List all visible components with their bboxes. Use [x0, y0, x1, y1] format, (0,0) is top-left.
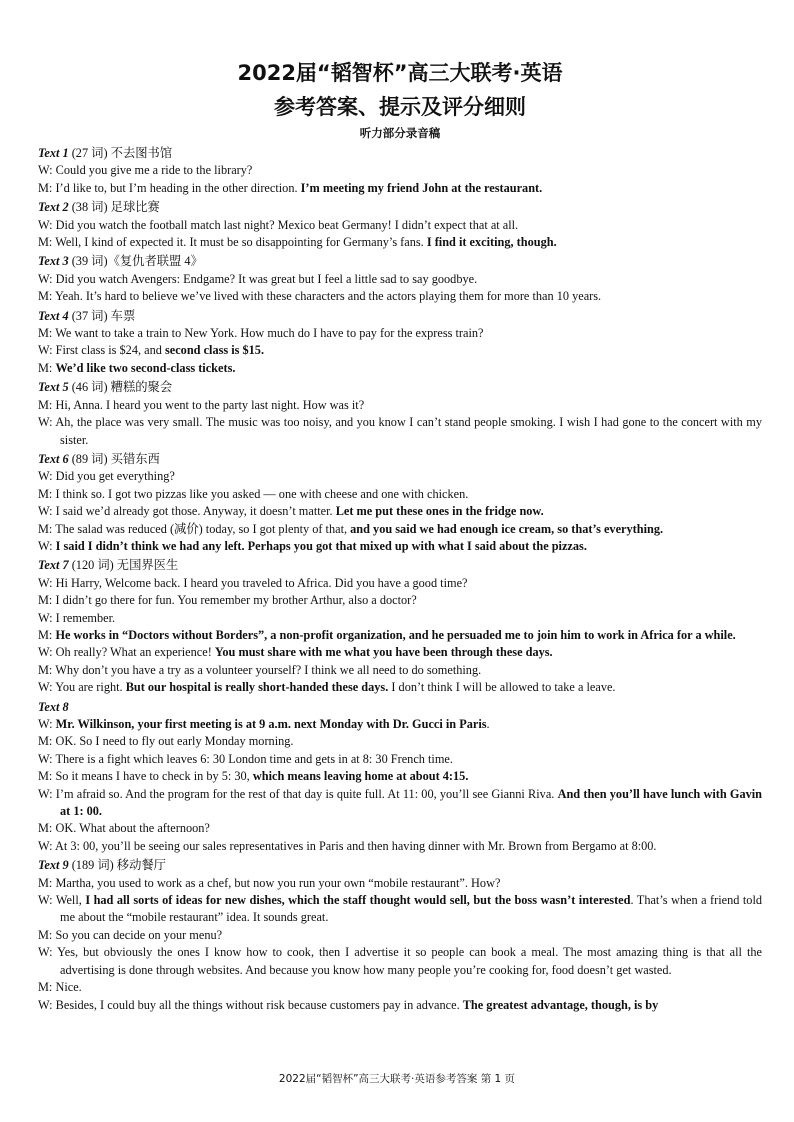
dialogue-line: [38, 644, 762, 661]
dialogue-text: I’m afraid so. And the program for the rest of that day is quite full. At 11: 00, you’ll see Gianni Riva.: [55, 786, 558, 801]
speaker-label: W:: [38, 271, 53, 286]
speaker-label: M:: [38, 521, 53, 536]
text-topic: (37 词) 车票: [68, 308, 136, 323]
dialogue-line: [38, 751, 762, 768]
dialogue-line: [38, 786, 762, 821]
speaker-label: M:: [38, 875, 53, 890]
speaker-label: M:: [38, 397, 53, 412]
dialogue-text: Besides, I could buy all the things without risk because customers pay in advance.: [55, 997, 463, 1012]
dialogue-line: [38, 944, 762, 979]
answer-highlight: I’m meeting my friend John at the restaurant.: [300, 180, 543, 195]
dialogue-line: [38, 768, 762, 785]
text-number: Text 5: [38, 380, 69, 395]
dialogue-line: [38, 575, 762, 592]
text-heading: [38, 857, 762, 874]
dialogue-text: We want to take a train to New York. How much do I have to pay for the express train?: [55, 326, 484, 341]
speaker-label: W:: [38, 786, 53, 801]
dialogue-text: Did you watch the football match last night? Mexico beat Germany! I didn’t expect that at all.: [55, 217, 519, 232]
dialogue-line: [38, 979, 762, 996]
dialogue-text: I remember.: [55, 610, 116, 625]
answer-highlight: I had all sorts of ideas for new dishes, which the staff thought would sell, but the boss wasn’t interested: [85, 893, 631, 908]
speaker-label: M:: [38, 235, 53, 250]
answer-highlight: Let me put these ones in the fridge now.: [335, 504, 544, 519]
answer-highlight: I said I didn’t think we had any left. Perhaps you got that mixed up with what I said about the pizzas.: [55, 538, 587, 553]
page-footer: 2022届“韬智杯”高三大联考·英语参考答案 第 1 页: [278, 1073, 516, 1085]
speaker-label: M:: [38, 769, 53, 784]
text-number: Text 7: [38, 558, 69, 573]
dialogue-line: [38, 927, 762, 944]
answer-highlight: I find it exciting, though.: [426, 235, 557, 250]
text-topic: (39 词)《复仇者联盟 4》: [68, 254, 203, 269]
answer-highlight: You must share with me what you have been through these days.: [214, 645, 553, 660]
dialogue-line: [38, 288, 762, 305]
dialogue-text: Well, I kind of expected it. It must be so disappointing for Germany’s fans.: [55, 235, 427, 250]
dialogue-text: I think so. I got two pizzas like you asked — one with cheese and one with chicken.: [55, 486, 469, 501]
speaker-label: W:: [38, 217, 53, 232]
speaker-label: W:: [38, 645, 53, 660]
speaker-label: M:: [38, 593, 53, 608]
dialogue-line: [38, 997, 762, 1014]
speaker-label: M:: [38, 360, 53, 375]
answer-highlight: And then you’ll have lunch with Gavin at 1: 00.: [60, 786, 763, 819]
text-heading: [38, 253, 762, 270]
text-heading: [38, 557, 762, 574]
speaker-label: W:: [38, 610, 53, 625]
dialogue-text: Well,: [55, 893, 86, 908]
dialogue-line: [38, 610, 762, 627]
text-heading: [38, 451, 762, 468]
speaker-label: W:: [38, 504, 53, 519]
speaker-label: W:: [38, 469, 53, 484]
text-heading: [38, 199, 762, 216]
dialogue-line: [38, 414, 762, 449]
text-number: Text 8: [38, 699, 69, 714]
dialogue-text: Could you give me a ride to the library?: [55, 163, 253, 178]
dialogue-line: [38, 538, 762, 555]
dialogue-line: [38, 592, 762, 609]
dialogue-line: [38, 360, 762, 377]
speaker-label: W:: [38, 893, 53, 908]
text-number: Text 3: [38, 254, 69, 269]
speaker-label: M:: [38, 326, 53, 341]
dialogue-text: There is a fight which leaves 6: 30 London time and gets in at 8: 30 French time.: [55, 751, 453, 766]
speaker-label: M:: [38, 927, 53, 942]
document-subtitle-answers: 参考答案、提示及评分细则: [274, 95, 526, 119]
dialogue-line: [38, 521, 762, 538]
dialogue-line: [38, 892, 762, 927]
dialogue-text: . That’s when a friend told me about the “mobile restaurant” idea. It sounds great.: [60, 893, 763, 925]
dialogue-line: [38, 679, 762, 696]
text-number: Text 4: [38, 308, 69, 323]
dialogue-text: OK. So I need to fly out early Monday morning.: [55, 734, 294, 749]
speaker-label: W:: [38, 945, 53, 960]
dialogue-text: Ah, the place was very small. The music was too noisy, and you know I can’t stand people smoking. I wish I had gone to the concert with my sister.: [55, 415, 762, 447]
speaker-label: W:: [38, 343, 53, 358]
speaker-label: M:: [38, 180, 53, 195]
text-number: Text 9: [38, 858, 69, 873]
text-topic: (38 词) 足球比赛: [68, 200, 160, 215]
dialogue-text: Yeah. It’s hard to believe we’ve lived with these characters and the actors playing them for more than 10 years.: [54, 289, 602, 304]
speaker-label: W:: [38, 163, 53, 178]
dialogue-text: Hi, Anna. I heard you went to the party last night. How was it?: [55, 397, 365, 412]
dialogue-text: Martha, you used to work as a chef, but now you run your own “mobile restaurant”. How?: [55, 875, 501, 890]
dialogue-text: I don’t think I will be allowed to take a leave.: [388, 680, 616, 695]
dialogue-line: [38, 397, 762, 414]
dialogue-text: Why don’t you have a try as a volunteer yourself? I think we all need to do something.: [55, 662, 482, 677]
speaker-label: M:: [38, 662, 53, 677]
speaker-label: W:: [38, 575, 53, 590]
speaker-label: W:: [38, 997, 53, 1012]
dialogue-text: .: [486, 717, 490, 731]
dialogue-line: [38, 180, 762, 197]
dialogue-line: [38, 627, 762, 644]
dialogue-line: [38, 486, 762, 503]
speaker-label: M:: [38, 486, 53, 501]
dialogue-line: [38, 733, 762, 750]
dialogue-text: I’d like to, but I’m heading in the other direction.: [55, 180, 301, 195]
dialogue-line: [38, 875, 762, 892]
dialogue-text: Yes, but obviously the ones I know how to cook, then I advertise it so people can book a meal. The most amazing thing is that all the advertising is done through websites. And because you know how many people you’re cooking for, food doesn’t get wasted.: [57, 945, 762, 977]
speaker-label: W:: [38, 538, 53, 553]
dialogue-line: [38, 662, 762, 679]
dialogue-line: [38, 716, 762, 733]
document-title: 2022届“韬智杯”高三大联考·英语: [237, 61, 563, 85]
speaker-label: W:: [38, 838, 53, 853]
dialogue-text: First class is $24, and: [55, 343, 165, 358]
dialogue-line: [38, 820, 762, 837]
answer-highlight: But our hospital is really short-handed these days.: [125, 680, 389, 695]
dialogue-text: Oh really? What an experience!: [55, 645, 215, 660]
dialogue-text: Did you get everything?: [55, 469, 175, 484]
answer-highlight: Mr. Wilkinson, your first meeting is at 9 a.m. next Monday with Dr. Gucci in Paris: [55, 717, 487, 731]
transcript-body: [38, 145, 762, 1014]
speaker-label: M:: [38, 289, 53, 304]
dialogue-line: [38, 503, 762, 520]
text-number: Text 6: [38, 451, 69, 466]
answer-highlight: We’d like two second-class tickets.: [55, 360, 236, 375]
text-heading: [38, 699, 762, 716]
speaker-label: W:: [38, 717, 53, 731]
dialogue-text: So you can decide on your menu?: [55, 927, 223, 942]
dialogue-line: [38, 468, 762, 485]
speaker-label: M:: [38, 734, 53, 749]
text-topic: (46 词) 糟糕的聚会: [68, 380, 173, 395]
speaker-label: W:: [38, 415, 53, 430]
text-topic: (189 词) 移动餐厅: [68, 858, 166, 873]
text-number: Text 1: [38, 146, 69, 160]
text-heading: [38, 379, 762, 396]
answer-highlight: second class is $15.: [164, 343, 265, 358]
dialogue-line: [38, 271, 762, 288]
dialogue-text: I said we’d already got those. Anyway, it doesn’t matter.: [55, 504, 336, 519]
dialogue-line: [38, 342, 762, 359]
dialogue-line: [38, 217, 762, 234]
dialogue-line: [38, 234, 762, 251]
answer-highlight: The greatest advantage, though, is by: [462, 997, 659, 1012]
text-topic: (120 词) 无国界医生: [68, 558, 179, 573]
text-topic: (27 词) 不去图书馆: [68, 146, 173, 160]
dialogue-text: At 3: 00, you’ll be seeing our sales representatives in Paris and then having dinner with Mr. Brown from Bergamo at 8:00.: [54, 838, 657, 853]
answer-highlight: and you said we had enough ice cream, so that’s everything.: [350, 521, 664, 536]
answer-highlight: He works in “Doctors without Borders”, a non-profit organization, and he persuaded me to join him to work in Africa for a while.: [55, 627, 736, 642]
speaker-label: M:: [38, 980, 53, 995]
dialogue-text: So it means I have to check in by 5: 30,: [55, 769, 253, 784]
text-topic: (89 词) 买错东西: [68, 451, 160, 466]
dialogue-text: Nice.: [55, 980, 82, 995]
dialogue-line: [38, 162, 762, 179]
dialogue-text: You are right.: [55, 680, 126, 695]
dialogue-line: [38, 325, 762, 342]
speaker-label: W:: [38, 680, 53, 695]
text-heading: [38, 308, 762, 325]
text-heading: [38, 145, 762, 162]
dialogue-text: OK. What about the afternoon?: [55, 821, 210, 836]
dialogue-line: [38, 838, 762, 855]
answer-highlight: which means leaving home at about 4:15.: [252, 769, 469, 784]
speaker-label: M:: [38, 821, 53, 836]
dialogue-text: The salad was reduced (减价) today, so I got plenty of that,: [55, 521, 351, 536]
dialogue-text: I didn’t go there for fun. You remember my brother Arthur, also a doctor?: [55, 593, 417, 608]
speaker-label: W:: [38, 751, 53, 766]
text-number: Text 2: [38, 200, 69, 215]
dialogue-text: Did you watch Avengers: Endgame? It was great but I feel a little sad to say goodbye.: [55, 271, 478, 286]
section-title-transcript: 听力部分录音稿: [359, 126, 441, 140]
speaker-label: M:: [38, 627, 53, 642]
dialogue-text: Hi Harry, Welcome back. I heard you traveled to Africa. Did you have a good time?: [55, 575, 468, 590]
